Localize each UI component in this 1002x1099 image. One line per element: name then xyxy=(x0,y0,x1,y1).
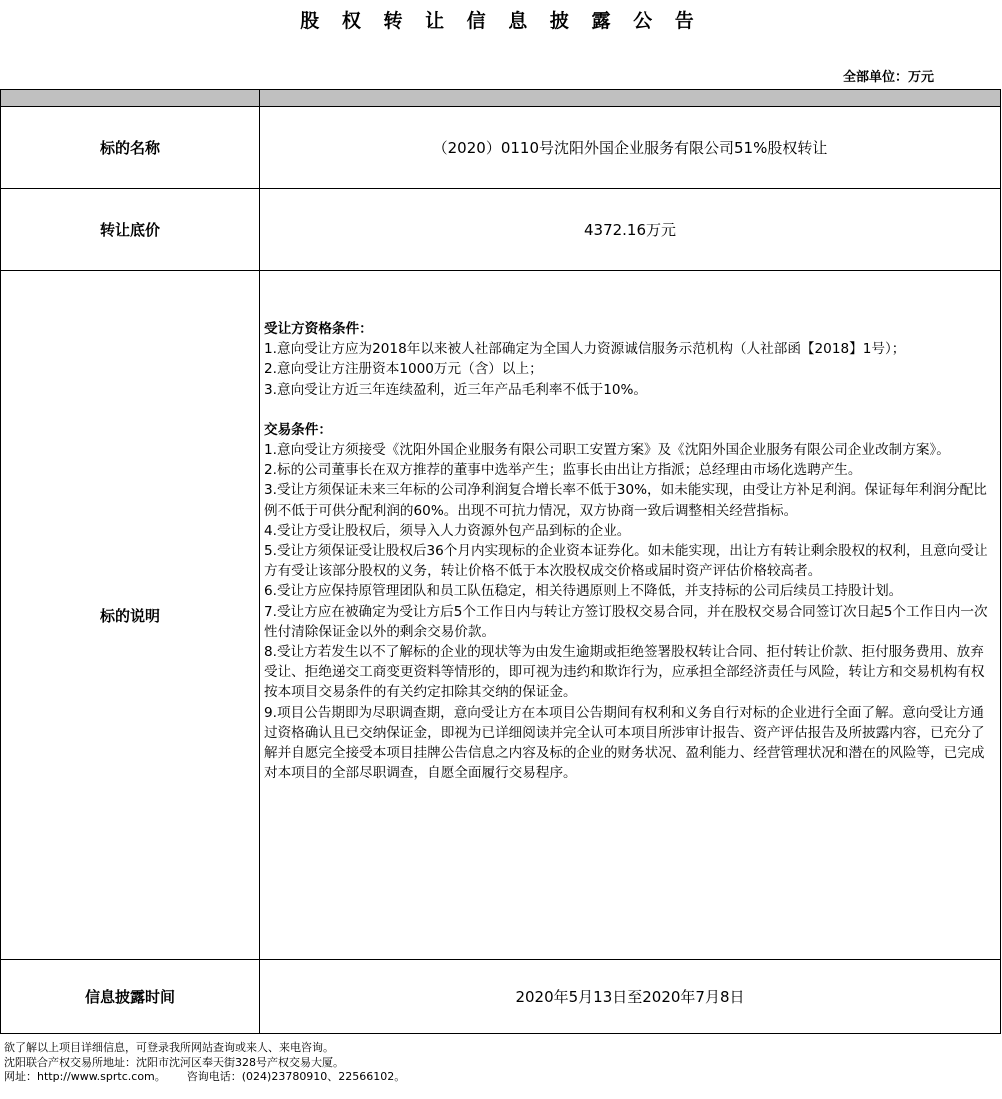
unit-label: 全部单位：万元 xyxy=(842,70,934,85)
header-cell-left xyxy=(1,90,260,107)
condition-item: 3.受让方须保证未来三年标的公司净利润复合增长率不低于30%，如未能实现，由受让方补足利润。保证每年利润分配比例不低于可供分配利润的60%。出现不可抗力情况，双方协商一致后调整相关经营指标。 xyxy=(264,482,987,519)
disclosure-time-label: 信息披露时间 xyxy=(1,960,260,1034)
condition-item: 2.标的公司董事长在双方推荐的董事中选举产生；监事长由出让方指派；总经理由市场化选聘产生。 xyxy=(264,462,862,479)
table-row xyxy=(1,960,1001,1034)
condition-item: 9.项目公告期即为尽职调查期，意向受让方在本项目公告期间有权利和义务自行对标的企业进行全面了解。意向受让方通过资格确认且已交纳保证金，即视为已详细阅读并完全认可本项目所涉审计报告、资产评估报告及所披露内容，已充分了解并自愿完全接受本项目挂牌公告信息之内容及标的企业的财务状况、盈利能力、经营管理状况和潜在的风险等，已完成对本项目的全部尽职调查，自愿全面履行交易程序。 xyxy=(264,704,985,782)
qualification-heading: 受让方资格条件： xyxy=(264,321,373,337)
condition-item: 6.受让方应保持原管理团队和员工队伍稳定，相关待遇原则上不降低，并支持标的公司后续员工持股计划。 xyxy=(264,583,903,600)
footer-inquiry: 欲了解以上项目详细信息，可登录我所网站查询或来人、来电咨询。 xyxy=(4,1041,334,1054)
table-header-row xyxy=(1,90,1001,107)
condition-item: 5.受让方须保证受让股权后36个月内实现标的企业资本证券化。如未能实现，出让方有转让剩余股权的权利，且意向受让方有受让该部分股权的义务，转让价格不低于本次股权成交价格或届时资产评估价格较高者。 xyxy=(264,543,988,580)
qualification-item: 2.意向受让方注册资本1000万元（含）以上； xyxy=(264,361,543,378)
table-row xyxy=(1,189,1001,271)
disclosure-table xyxy=(0,89,1001,1034)
condition-item: 7.受让方应在被确定为受让方后5个工作日内与转让方签订股权交易合同，并在股权交易合同签订次日起5个工作日内一次性付清除保证金以外的剩余交易价款。 xyxy=(264,603,988,640)
footer-info xyxy=(4,1041,405,1085)
footer-contact: 网址：http://www.sprtc.com。 咨询电话：(024)23780910、22566102。 xyxy=(4,1070,406,1083)
condition-item: 1.意向受让方须接受《沈阳外国企业服务有限公司职工安置方案》及《沈阳外国企业服务有限公司企业改制方案》。 xyxy=(264,442,950,459)
header-cell-right xyxy=(260,90,1001,107)
disclosure-time-value: 2020年5月13日至2020年7月8日 xyxy=(260,960,1001,1034)
page-title: 股 权 转 让 信 息 披 露 公 告 xyxy=(300,10,702,32)
subject-description-content xyxy=(260,271,1001,960)
transfer-price-value: 4372.16万元 xyxy=(260,189,1001,271)
table-row xyxy=(1,107,1001,189)
footer-address: 沈阳联合产权交易所地址：沈阳市沈河区奉天街328号产权交易大厦。 xyxy=(4,1055,344,1069)
table-row xyxy=(1,271,1001,960)
condition-item: 4.受让方受让股权后，须导入人力资源外包产品到标的企业。 xyxy=(264,522,631,539)
qualification-item: 1.意向受让方应为2018年以来被人社部确定为全国人力资源诚信服务示范机构（人社部函【2018】1号）； xyxy=(264,341,906,358)
qualification-item: 3.意向受让方近三年连续盈利，近三年产品毛利率不低于10%。 xyxy=(264,381,648,398)
conditions-heading: 交易条件： xyxy=(264,421,332,438)
subject-name-label: 标的名称 xyxy=(1,107,260,189)
subject-name-value: （2020）0110号沈阳外国企业服务有限公司51%股权转让 xyxy=(260,107,1001,189)
condition-item: 8.受让方若发生以不了解标的企业的现状等为由发生逾期或拒绝签署股权转让合同、拒付转让价款、拒付服务费用、放弃受让、拒绝递交工商变更资料等情形的，即可视为违约和欺诈行为，应承担全部经济责任与风险，转让方和交易机构有权按本项目交易条件的有关约定扣除其交纳的保证金。 xyxy=(264,644,985,701)
subject-description-label: 标的说明 xyxy=(1,271,260,960)
transfer-price-label: 转让底价 xyxy=(1,189,260,271)
section-spacer xyxy=(264,400,996,420)
